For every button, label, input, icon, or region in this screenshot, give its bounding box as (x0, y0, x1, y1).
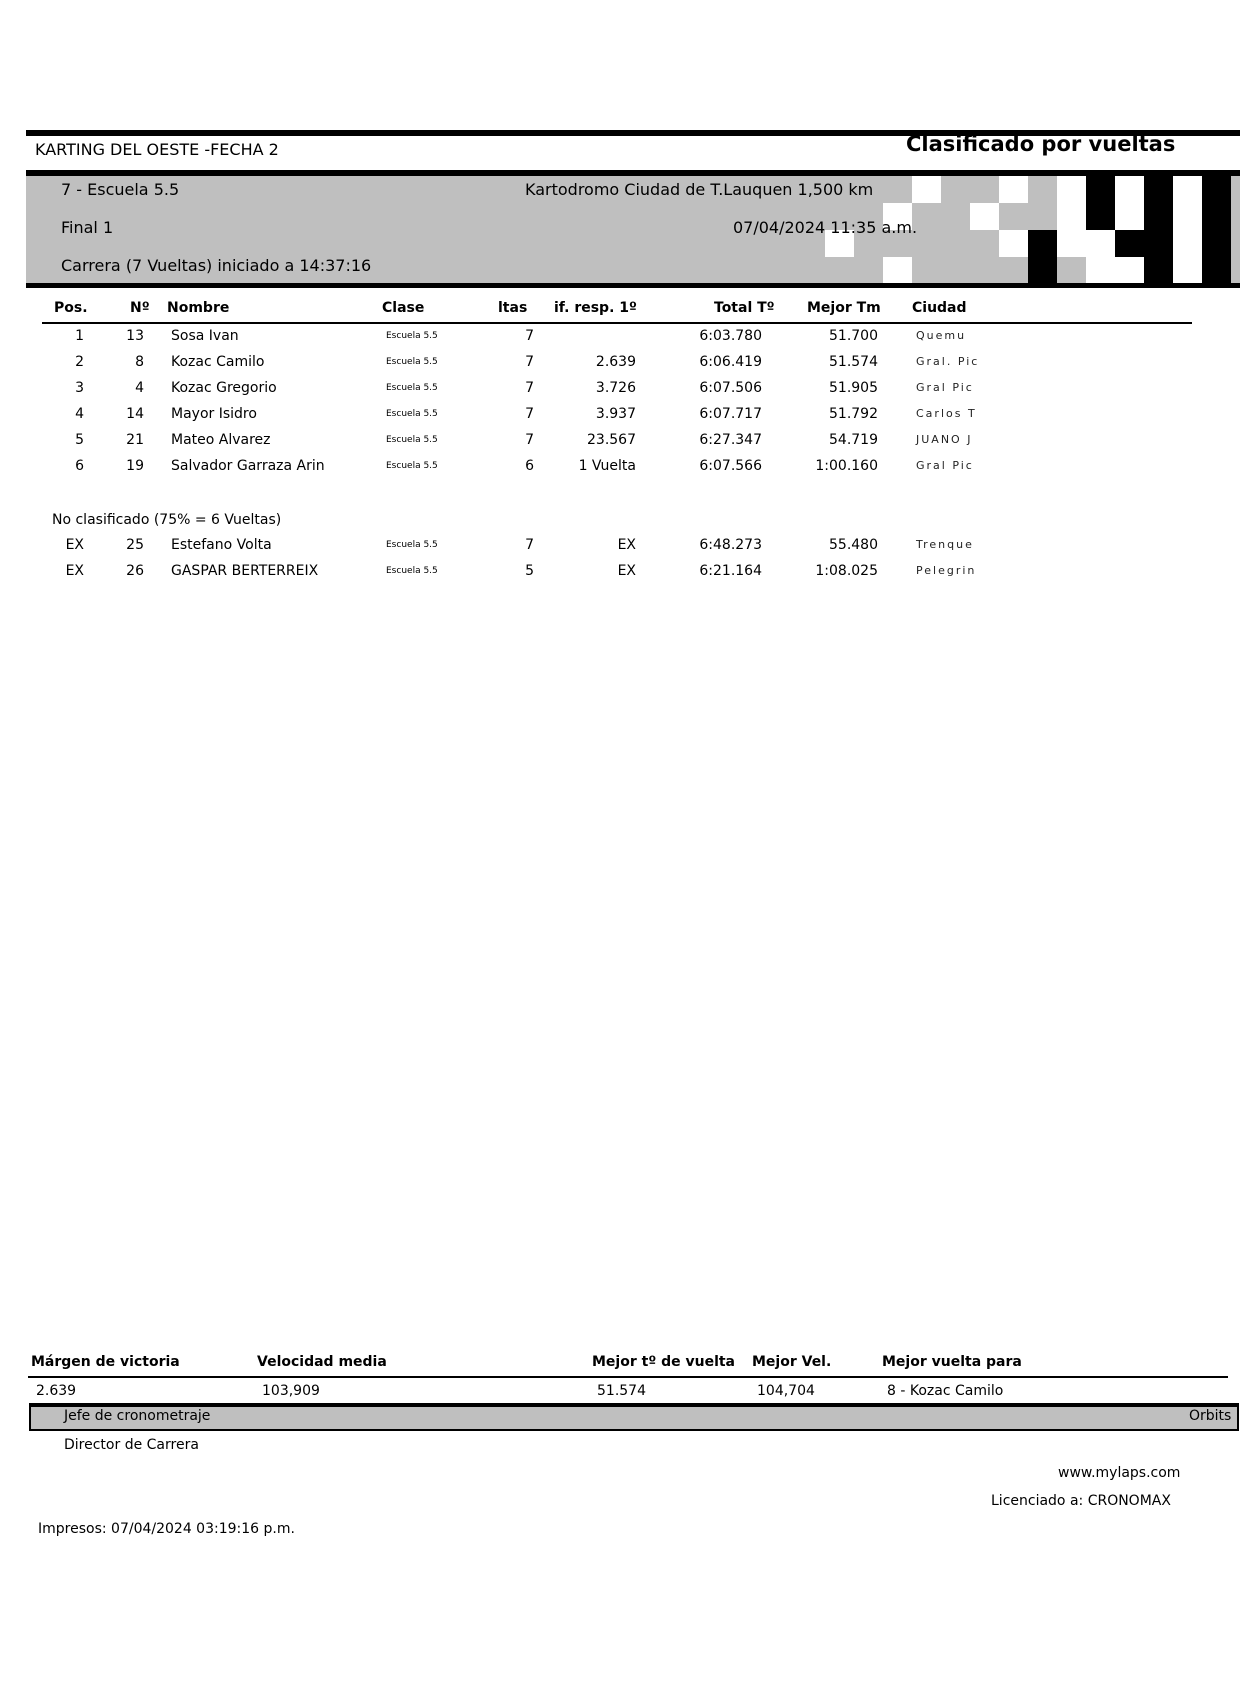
cell-pos: 2 (75, 354, 84, 370)
session-name: Final 1 (61, 218, 114, 237)
cell-class: Escuela 5.5 (386, 540, 438, 550)
checker-square (1173, 203, 1202, 230)
cell-best: 51.700 (829, 328, 878, 344)
cell-total: 6:07.566 (699, 458, 762, 474)
best-lap-label: Mejor tº de vuelta (592, 1354, 736, 1370)
cell-best: 55.480 (829, 537, 878, 553)
cell-total: 6:07.506 (699, 380, 762, 396)
cell-diff: 1 Vuelta (578, 458, 636, 474)
cell-city: Pelegrin (916, 564, 977, 577)
checker-square (1144, 176, 1173, 203)
col-laps: ltas (498, 300, 528, 316)
checker-square (999, 176, 1028, 203)
best-lap-for-value: 8 - Kozac Camilo (887, 1383, 1004, 1399)
cell-name: Kozac Camilo (171, 354, 265, 370)
checker-square (1086, 203, 1115, 230)
checker-square (1144, 203, 1173, 230)
license-info: Licenciado a: CRONOMAX (991, 1493, 1171, 1509)
cell-laps: 7 (525, 328, 534, 344)
cell-laps: 5 (525, 563, 534, 579)
margin-value: 2.639 (36, 1383, 77, 1399)
cell-best: 1:08.025 (815, 563, 878, 579)
cell-diff: EX (617, 563, 636, 579)
cell-name: Kozac Gregorio (171, 380, 277, 396)
col-diff: if. resp. 1º (554, 300, 637, 316)
cell-name: Estefano Volta (171, 537, 272, 553)
checker-square (883, 257, 912, 284)
checker-square (1115, 203, 1144, 230)
checker-square (1115, 257, 1144, 284)
cell-pos: 1 (75, 328, 84, 344)
cell-laps: 7 (525, 380, 534, 396)
cell-num: 26 (126, 563, 144, 579)
checker-square (1202, 230, 1231, 257)
cell-best: 51.792 (829, 406, 878, 422)
checker-square (912, 176, 941, 203)
col-city: Ciudad (912, 300, 967, 316)
cell-diff: 23.567 (587, 432, 636, 448)
avg-speed-value: 103,909 (262, 1383, 320, 1399)
cell-laps: 6 (525, 458, 534, 474)
cell-num: 25 (126, 537, 144, 553)
session-datetime: 07/04/2024 11:35 a.m. (733, 218, 918, 237)
col-pos: Pos. (54, 300, 88, 316)
cell-best: 1:00.160 (815, 458, 878, 474)
checker-square (1115, 176, 1144, 203)
cell-city: Gral. Pic (916, 355, 980, 368)
checker-square (1144, 230, 1173, 257)
cell-diff: EX (617, 537, 636, 553)
track-name: Kartodromo Ciudad de T.Lauquen 1,500 km (525, 180, 874, 199)
best-lap-for-label: Mejor vuelta para (882, 1354, 1022, 1370)
cell-diff: 3.937 (595, 406, 636, 422)
race-info: Carrera (7 Vueltas) iniciado a 14:37:16 (61, 256, 372, 275)
cell-class: Escuela 5.5 (386, 357, 438, 367)
timing-box (29, 1405, 1239, 1431)
checker-square (1173, 176, 1202, 203)
checker-square (1115, 230, 1144, 257)
checker-square (1086, 230, 1115, 257)
header-bottom-rule (26, 283, 1240, 288)
orbits-label: Orbits (1189, 1408, 1232, 1424)
printed-date: Impresos: 07/04/2024 03:19:16 p.m. (38, 1521, 295, 1537)
not-classified-label: No clasificado (75% = 6 Vueltas) (52, 512, 282, 528)
checker-square (1202, 257, 1231, 284)
cell-pos: 3 (75, 380, 84, 396)
cell-name: GASPAR BERTERREIX (171, 563, 319, 579)
cell-total: 6:06.419 (699, 354, 762, 370)
col-best: Mejor Tm (807, 300, 881, 316)
report-title: Clasificado por vueltas (906, 132, 1176, 156)
checker-square (970, 203, 999, 230)
cell-class: Escuela 5.5 (386, 383, 438, 393)
checker-square (1057, 203, 1086, 230)
event-name: KARTING DEL OESTE -FECHA 2 (35, 140, 279, 159)
cell-num: 14 (126, 406, 144, 422)
chief-timing: Jefe de cronometraje (64, 1408, 211, 1424)
cell-best: 51.905 (829, 380, 878, 396)
cell-num: 8 (135, 354, 144, 370)
checker-square (1202, 176, 1231, 203)
checker-square (1086, 176, 1115, 203)
cell-city: Carlos T (916, 407, 977, 420)
best-lap-value: 51.574 (597, 1383, 646, 1399)
cell-city: Quemu (916, 329, 967, 342)
cell-class: Escuela 5.5 (386, 409, 438, 419)
cell-city: Gral Pic (916, 381, 974, 394)
cell-class: Escuela 5.5 (386, 461, 438, 471)
cell-total: 6:03.780 (699, 328, 762, 344)
cell-class: Escuela 5.5 (386, 331, 438, 341)
table-header-rule (42, 322, 1192, 324)
col-class: Clase (382, 300, 425, 316)
best-speed-label: Mejor Vel. (752, 1354, 832, 1370)
checker-square (1173, 230, 1202, 257)
cell-name: Mayor Isidro (171, 406, 257, 422)
checker-square (1173, 257, 1202, 284)
cell-pos: 6 (75, 458, 84, 474)
cell-city: Trenque (916, 538, 974, 551)
cell-class: Escuela 5.5 (386, 435, 438, 445)
cell-num: 4 (135, 380, 144, 396)
checker-square (1202, 203, 1231, 230)
race-info-band (26, 176, 1240, 283)
cell-laps: 7 (525, 354, 534, 370)
avg-speed-label: Velocidad media (257, 1354, 387, 1370)
footer-rule (28, 1376, 1228, 1378)
cell-pos: 5 (75, 432, 84, 448)
checker-square (1144, 257, 1173, 284)
checker-square (1057, 176, 1086, 203)
col-name: Nombre (167, 300, 230, 316)
cell-pos: 4 (75, 406, 84, 422)
cell-total: 6:48.273 (699, 537, 762, 553)
cell-laps: 7 (525, 432, 534, 448)
website-link[interactable]: www.mylaps.com (1058, 1465, 1181, 1481)
col-number: Nº (130, 300, 150, 316)
cell-total: 6:21.164 (699, 563, 762, 579)
cell-name: Salvador Garraza Arin (171, 458, 325, 474)
cell-laps: 7 (525, 537, 534, 553)
checker-square (1086, 257, 1115, 284)
cell-city: JUANO J (916, 433, 973, 446)
cell-num: 19 (126, 458, 144, 474)
checker-square (999, 230, 1028, 257)
cell-best: 54.719 (829, 432, 878, 448)
best-speed-value: 104,704 (757, 1383, 815, 1399)
cell-num: 21 (126, 432, 144, 448)
col-total: Total Tº (714, 300, 775, 316)
cell-num: 13 (126, 328, 144, 344)
cell-laps: 7 (525, 406, 534, 422)
cell-name: Sosa Ivan (171, 328, 239, 344)
cell-pos: EX (65, 563, 84, 579)
cell-diff: 3.726 (595, 380, 636, 396)
cell-best: 51.574 (829, 354, 878, 370)
checker-square (1057, 230, 1086, 257)
cell-diff: 2.639 (595, 354, 636, 370)
cell-class: Escuela 5.5 (386, 566, 438, 576)
checker-square (1028, 257, 1057, 284)
race-class: 7 - Escuela 5.5 (61, 180, 180, 199)
cell-total: 6:07.717 (699, 406, 762, 422)
race-director: Director de Carrera (64, 1437, 199, 1453)
cell-city: Gral Pic (916, 459, 974, 472)
cell-total: 6:27.347 (699, 432, 762, 448)
checker-square (1028, 230, 1057, 257)
cell-pos: EX (65, 537, 84, 553)
margin-label: Márgen de victoria (31, 1354, 180, 1370)
cell-name: Mateo Alvarez (171, 432, 271, 448)
